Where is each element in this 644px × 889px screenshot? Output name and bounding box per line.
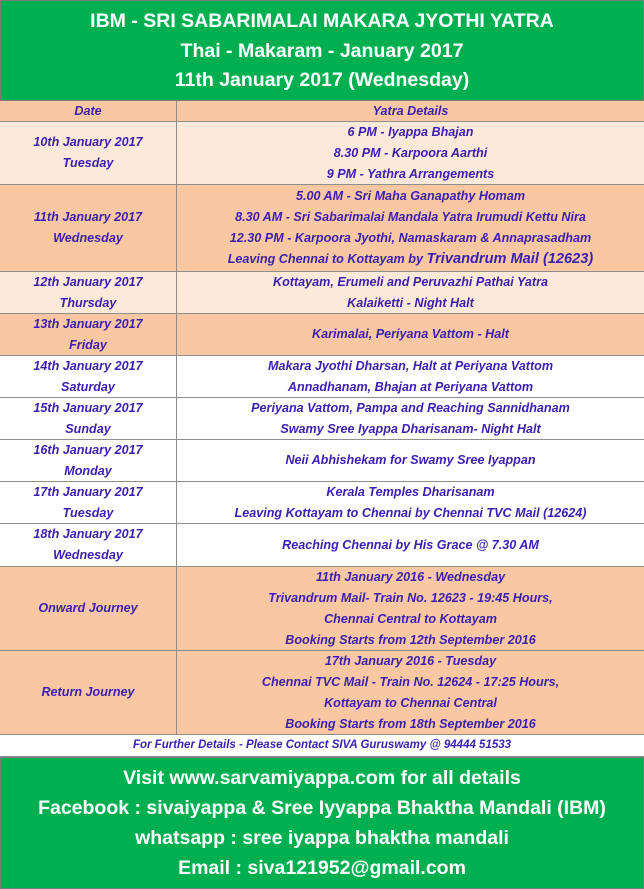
date-text: 12th January 2017 <box>33 274 143 289</box>
date-cell <box>0 356 177 397</box>
detail-line: Chennai TVC Mail - Train No. 12624 - 17:25 Hours, <box>261 674 560 689</box>
detail-line: 9 PM - Yathra Arrangements <box>326 166 495 181</box>
table-row <box>0 440 644 482</box>
details-cell <box>177 651 644 734</box>
details-cell <box>177 314 644 355</box>
header-title: IBM - SRI SABARIMALAI MAKARA JYOTHI YATRA <box>90 10 554 32</box>
journey-label: Return Journey <box>41 685 135 699</box>
details-cell <box>177 122 644 184</box>
header-subtitle: Thai - Makaram - January 2017 <box>180 39 464 62</box>
detail-line: 8.30 PM - Karpoora Aarthi <box>333 145 488 160</box>
detail-line: Leaving Kottayam to Chennai by Chennai TVC Mail (12624) <box>234 505 587 520</box>
weekday-text: Tuesday <box>62 505 114 520</box>
date-text: 10th January 2017 <box>33 135 143 149</box>
date-cell <box>0 398 177 439</box>
journey-label: Onward Journey <box>38 601 138 615</box>
details-cell <box>177 272 644 313</box>
journey-label-cell <box>0 651 177 734</box>
detail-line: Annadhanam, Bhajan at Periyana Vattom <box>287 379 534 394</box>
detail-line: Periyana Vattom, Pampa and Reaching Sannidhanam <box>251 400 570 415</box>
detail-line: 8.30 AM - Sri Sabarimalai Mandala Yatra Irumudi Kettu Nira <box>235 210 586 224</box>
detail-line: Karimalai, Periyana Vattom - Halt <box>312 327 509 341</box>
whatsapp-line: whatsapp : sree iyappa bhaktha mandali <box>135 827 509 849</box>
detail-line <box>228 249 594 270</box>
contact-note: For Further Details - Please Contact SIVA Guruswamy @ 94444 51533 <box>132 739 512 751</box>
date-column-label: Date <box>74 103 102 118</box>
date-text: 13th January 2017 <box>33 316 143 331</box>
date-cell <box>0 185 177 271</box>
detail-line: Booking Starts from 18th September 2016 <box>285 716 536 731</box>
date-cell <box>0 482 177 523</box>
detail-line: Swamy Sree Iyappa Dharisanam- Night Halt <box>280 421 541 436</box>
date-column-header <box>0 101 177 121</box>
website-line: Visit www.sarvamiyappa.com for all details <box>123 767 521 789</box>
weekday-text: Wednesday <box>53 231 123 245</box>
details-cell <box>177 524 644 566</box>
detail-line: Booking Starts from 12th September 2016 <box>285 632 536 647</box>
detail-line: 5.00 AM - Sri Maha Ganapathy Homam <box>295 189 526 203</box>
header-banner <box>0 0 644 101</box>
detail-line: Kalaiketti - Night Halt <box>347 295 474 310</box>
details-cell <box>177 398 644 439</box>
date-text: 17th January 2017 <box>33 484 143 499</box>
weekday-text: Monday <box>64 463 112 478</box>
date-cell <box>0 440 177 481</box>
footer-banner <box>0 757 644 889</box>
weekday-text: Thursday <box>59 295 117 310</box>
detail-line: Chennai Central to Kottayam <box>324 611 497 626</box>
detail-line: 11th January 2016 - Wednesday <box>315 569 506 584</box>
email-line: Email : siva121952@gmail.com <box>178 857 466 879</box>
leaving-prefix: Leaving Chennai to Kottayam by <box>227 252 427 266</box>
table-row <box>0 651 644 735</box>
weekday-text: Wednesday <box>53 548 123 562</box>
table-row <box>0 272 644 314</box>
weekday-text: Friday <box>69 337 107 352</box>
table-row <box>0 314 644 356</box>
detail-line: Makara Jyothi Dharsan, Halt at Periyana Vattom <box>267 358 554 373</box>
date-cell <box>0 272 177 313</box>
detail-line: Kottayam to Chennai Central <box>324 695 497 710</box>
table-row <box>0 567 644 651</box>
detail-line: Kottayam, Erumeli and Peruvazhi Pathai Yatra <box>272 274 549 289</box>
details-cell <box>177 567 644 650</box>
detail-line: Kerala Temples Dharisanam <box>326 484 495 499</box>
details-column-header <box>177 101 644 121</box>
details-cell <box>177 482 644 523</box>
detail-line: Neii Abhishekam for Swamy Sree Iyappan <box>285 453 536 467</box>
date-text: 11th January 2017 <box>33 210 143 224</box>
table-row <box>0 398 644 440</box>
details-cell <box>177 356 644 397</box>
journey-label-cell <box>0 567 177 650</box>
details-cell <box>177 440 644 481</box>
table-row <box>0 482 644 524</box>
detail-line: 6 PM - Iyappa Bhajan <box>347 124 474 139</box>
weekday-text: Tuesday <box>62 156 114 170</box>
date-text: 14th January 2017 <box>33 358 143 373</box>
detail-line: 12.30 PM - Karpoora Jyothi, Namaskaram & Annaprasadham <box>229 231 592 245</box>
table-row <box>0 185 644 272</box>
weekday-text: Saturday <box>61 379 115 394</box>
details-cell <box>177 185 644 271</box>
detail-line: 17th January 2016 - Tuesday <box>324 653 497 668</box>
date-cell <box>0 524 177 566</box>
weekday-text: Sunday <box>65 421 111 436</box>
date-text: 18th January 2017 <box>33 527 143 541</box>
table-row <box>0 524 644 567</box>
table-row <box>0 122 644 185</box>
details-column-label: Yatra Details <box>372 103 449 118</box>
detail-line: Trivandrum Mail- Train No. 12623 - 19:45 Hours, <box>268 590 553 605</box>
detail-line: Reaching Chennai by His Grace @ 7.30 AM <box>282 537 539 552</box>
date-text: 16th January 2017 <box>33 442 143 457</box>
train-name: Trivandrum Mail (12623) <box>426 251 594 267</box>
contact-note-row <box>0 735 644 757</box>
date-text: 15th January 2017 <box>33 400 143 415</box>
header-date: 11th January 2017 (Wednesday) <box>174 69 470 91</box>
date-cell <box>0 122 177 184</box>
table-row <box>0 356 644 398</box>
table-header-row <box>0 101 644 122</box>
date-cell <box>0 314 177 355</box>
facebook-line: Facebook : sivaiyappa & Sree Iyyappa Bhaktha Mandali (IBM) <box>38 797 606 819</box>
